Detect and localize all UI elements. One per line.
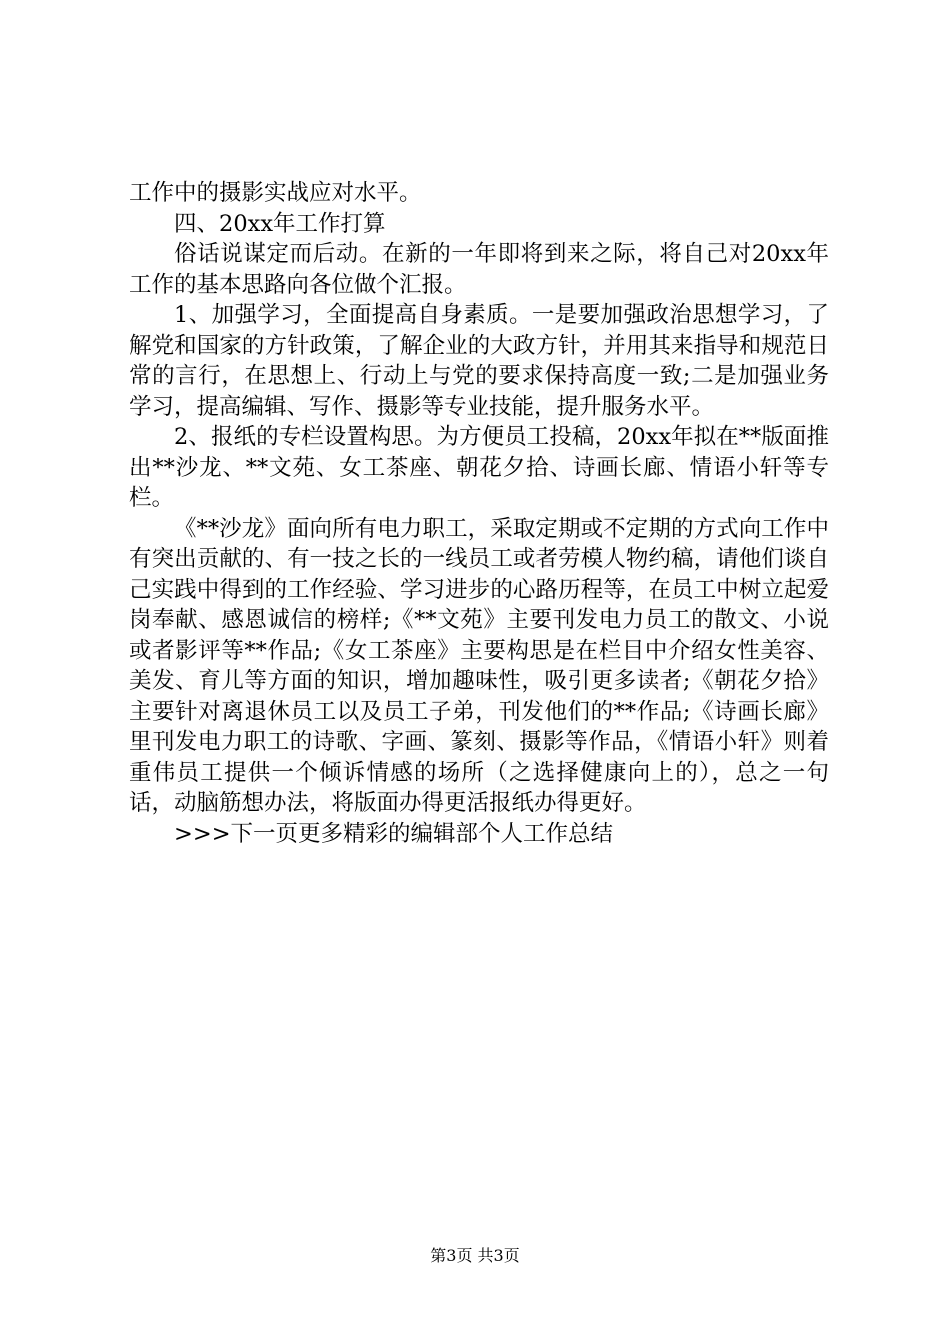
paragraph-item-1: 1、加强学习，全面提高自身素质。一是要加强政治思想学习，了解党和国家的方针政策，了解企业的大政方针，并用其来指导和规范日常的言行，在思想上、行动上与党的要求保持高度一致;二是加强业务学习，提高编辑、写作、摄影等专业技能，提升服务水平。 [129,302,829,420]
paragraph-intro: 俗话说谋定而后动。在新的一年即将到来之际，将自己对20xx年工作的基本思路向各位做个汇报。 [129,241,829,298]
document-body [129,178,829,849]
next-page-link[interactable]: >>>下一页更多精彩的编辑部个人工作总结 [174,820,614,847]
page-footer: 第3页 共3页 [430,1246,520,1265]
paragraph-item-2: 2、报纸的专栏设置构思。为方便员工投稿，20xx年拟在**版面推出**沙龙、**文苑、女工茶座、朝花夕拾、诗画长廊、情语小轩等专栏。 [129,424,829,511]
paragraph-continuation: 工作中的摄影实战应对水平。 [129,180,422,206]
paragraph-columns-detail: 《**沙龙》面向所有电力职工，采取定期或不定期的方式向工作中有突出贡献的、有一技之长的一线员工或者劳模人物约稿，请他们谈自己实践中得到的工作经验、学习进步的心路历程等，在员工中树立起爱岗奉献、感恩诚信的榜样;《**文苑》主要刊发电力员工的散文、小说或者影评等**作品;《女工茶座》主要构思是在栏目中介绍女性美容、美发、育儿等方面的知识，增加趣味性，吸引更多读者;《朝花夕拾》主要针对离退休员工以及员工子弟，刊发他们的**作品;《诗画长廊》里刊发电力职工的诗歌、字画、篆刻、摄影等作品，《情语小轩》则着重伟员工提供一个倾诉情感的场所（之选择健康向上的），总之一句话，动脑筋想办法，将版面办得更活报纸办得更好。 [129,515,829,816]
section-heading: 四、20xx年工作打算 [174,210,386,237]
